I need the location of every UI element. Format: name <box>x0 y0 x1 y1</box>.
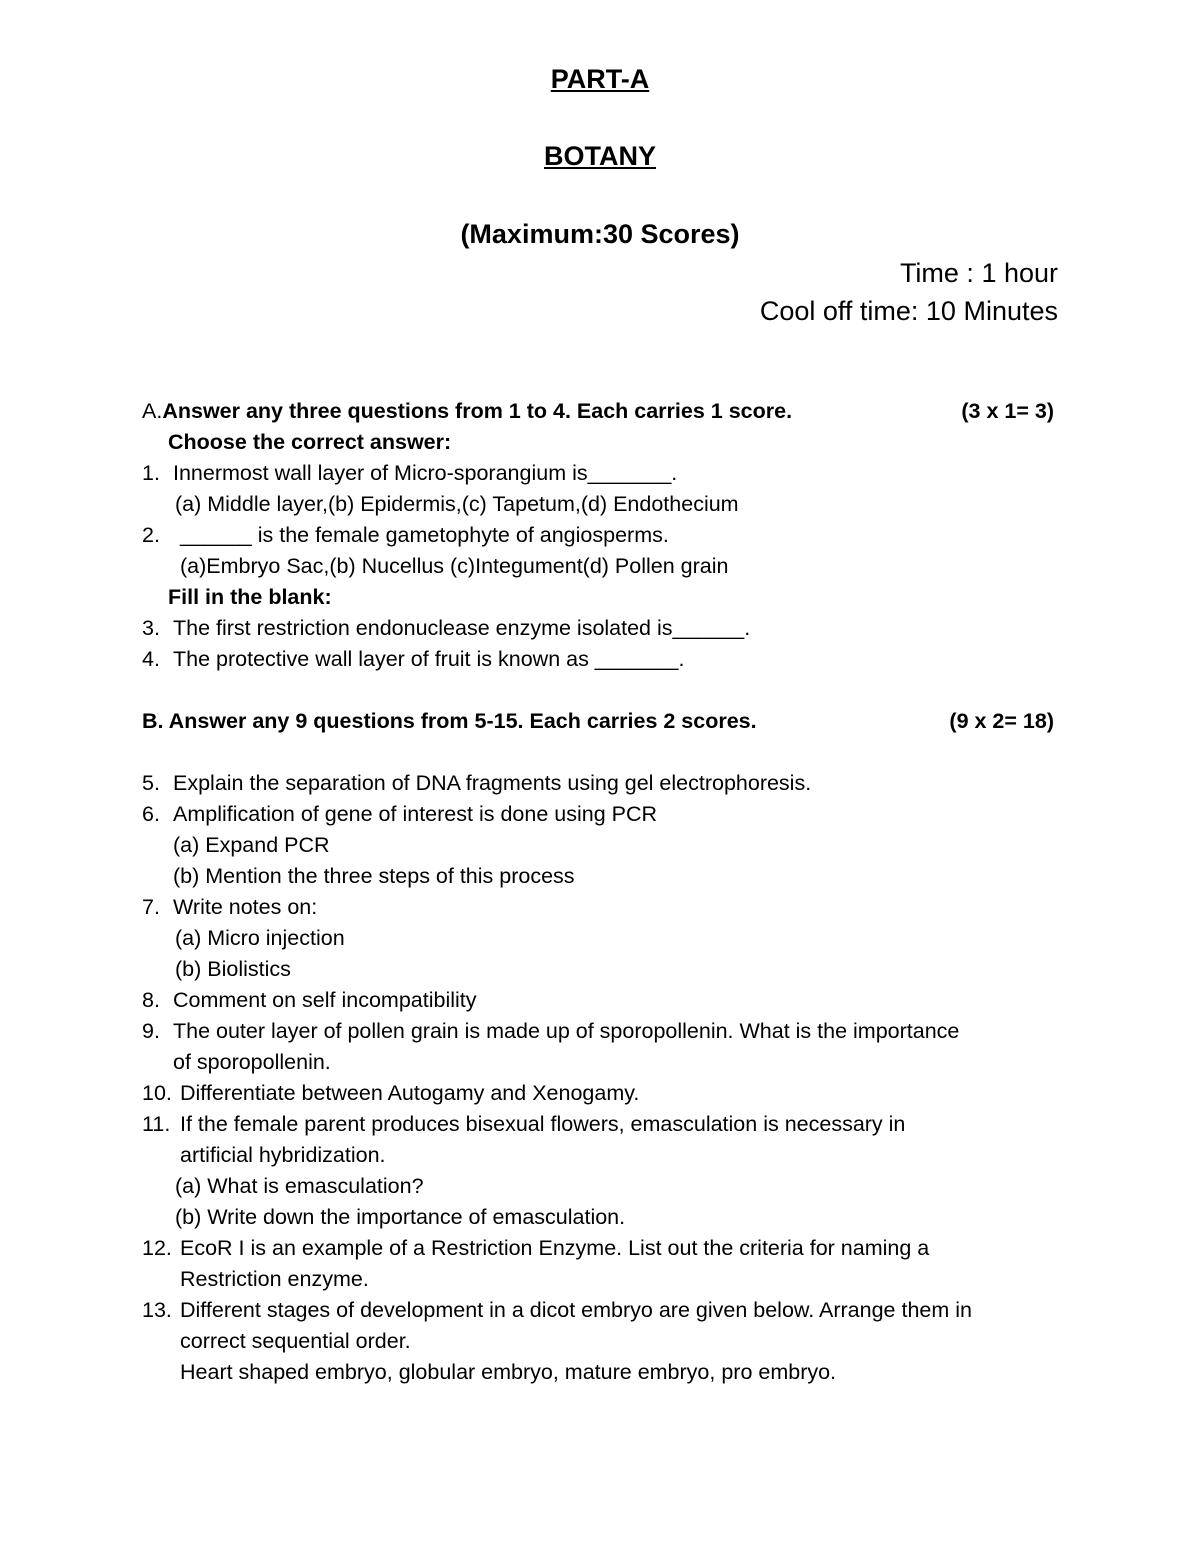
question-number: 5. <box>142 771 160 795</box>
cool-off-label: Cool off time: 10 Minutes <box>759 296 1058 326</box>
question-number: 10. <box>142 1081 172 1105</box>
section-a-marks: (3 x 1= 3) <box>961 399 1054 423</box>
question-text: The protective wall layer of fruit is known as _______. <box>173 647 685 671</box>
question-line: (a) Micro injection <box>175 926 345 950</box>
question-line: Differentiate between Autogamy and Xenogamy. <box>180 1081 640 1105</box>
question-line: Explain the separation of DNA fragments using gel electrophoresis. <box>173 771 812 795</box>
question-text: ______ is the female gametophyte of angiosperms. <box>180 523 669 547</box>
question-number: 12. <box>142 1236 172 1260</box>
question-line: of sporopollenin. <box>173 1050 331 1074</box>
question-line: The outer layer of pollen grain is made up of sporopollenin. What is the importance <box>173 1019 960 1043</box>
question-line: (a) What is emasculation? <box>175 1174 424 1198</box>
question-number: 3. <box>142 616 160 640</box>
question-options: (a) Middle layer,(b) Epidermis,(c) Tapetum,(d) Endothecium <box>175 492 739 516</box>
maximum-scores: (Maximum:30 Scores) <box>460 219 740 249</box>
question-line: (b) Mention the three steps of this process <box>173 864 575 888</box>
question-line: Heart shaped embryo, globular embryo, mature embryo, pro embryo. <box>180 1360 837 1384</box>
question-line: (b) Write down the importance of emasculation. <box>175 1205 626 1229</box>
question-line: correct sequential order. <box>180 1329 411 1353</box>
question-number: 4. <box>142 647 160 671</box>
section-b-marks: (9 x 2= 18) <box>949 709 1054 733</box>
part-heading: PART-A <box>550 64 650 94</box>
question-line: EcoR I is an example of a Restriction Enzyme. List out the criteria for naming a <box>180 1236 930 1260</box>
section-a-prefix: A. <box>142 399 163 423</box>
question-line: Comment on self incompatibility <box>173 988 477 1012</box>
question-line: artificial hybridization. <box>180 1143 386 1167</box>
question-number: 7. <box>142 895 160 919</box>
question-number: 2. <box>142 523 160 547</box>
question-text: The first restriction endonuclease enzyme isolated is______. <box>173 616 751 640</box>
question-number: 9. <box>142 1019 160 1043</box>
time-label: Time : 1 hour <box>899 258 1058 288</box>
question-line: Amplification of gene of interest is done using PCR <box>173 802 658 826</box>
question-number: 1. <box>142 461 160 485</box>
question-number: 8. <box>142 988 160 1012</box>
choose-heading: Choose the correct answer: <box>168 430 452 454</box>
question-line: Write notes on: <box>173 895 318 919</box>
question-line: Restriction enzyme. <box>180 1267 369 1291</box>
question-line: (a) Expand PCR <box>173 833 330 857</box>
subject-heading: BOTANY <box>544 141 656 171</box>
question-line: Different stages of development in a dicot embryo are given below. Arrange them in <box>180 1298 972 1322</box>
question-text: Innermost wall layer of Micro-sporangium is_______. <box>173 461 678 485</box>
question-line: (b) Biolistics <box>175 957 291 981</box>
question-line: If the female parent produces bisexual flowers, emasculation is necessary in <box>180 1112 906 1136</box>
question-options: (a)Embryo Sac,(b) Nucellus (c)Integument(d) Pollen grain <box>180 554 729 578</box>
section-a-instruction <box>142 398 792 424</box>
section-b-instruction: B. Answer any 9 questions from 5-15. Each carries 2 scores. <box>142 709 757 733</box>
question-number: 11. <box>142 1112 171 1136</box>
section-a-text: Answer any three questions from 1 to 4. Each carries 1 score. <box>162 399 793 423</box>
question-number: 13. <box>142 1298 172 1322</box>
fill-heading: Fill in the blank: <box>168 585 332 609</box>
question-number: 6. <box>142 802 160 826</box>
